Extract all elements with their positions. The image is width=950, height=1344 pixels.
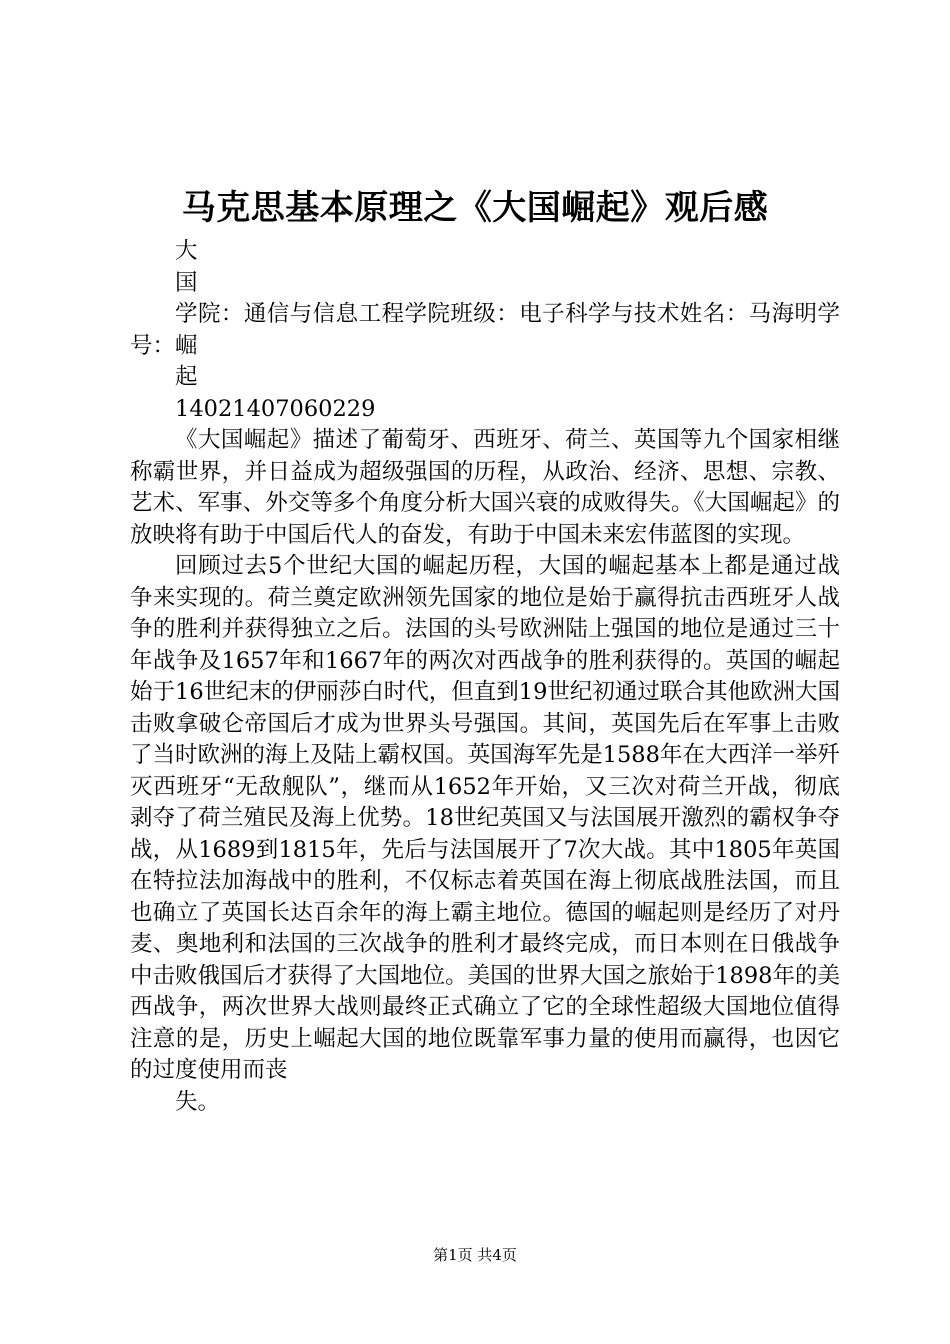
document-title: 马克思基本原理之《大国崛起》观后感 <box>181 188 769 228</box>
page-number-footer: 第1页 共4页 <box>433 1246 517 1264</box>
vertical-char-da: 大 <box>175 238 198 264</box>
paragraph-intro: 《大国崛起》描述了葡萄牙、西班牙、荷兰、英国等九个国家相继称霸世界，并日益成为超级强国的历程，从政治、经济、思想、宗教、艺术、军事、外交等多个角度分析大国兴衰的成败得失。《大国崛起》的放映将有助于中国后代人的奋发，有助于中国未来宏伟蓝图的实现。 <box>130 427 840 548</box>
vertical-char-qi: 起 <box>175 364 198 390</box>
paragraph-history: 回顾过去5个世纪大国的崛起历程，大国的崛起基本上都是通过战争来实现的。荷兰奠定欧洲领先国家的地位是始于赢得抗击西班牙人战争的胜利并获得独立之后。法国的头号欧洲陆上强国的地位是通过三十年战争及1657年和1667年的两次对西战争的胜利获得的。英国的崛起始于16世纪末的伊丽莎白时代，但直到19世纪初通过联合其他欧洲大国击败拿破仑帝国后才成为世界头号强国。其间，英国先后在军事上击败了当时欧洲的海上及陆上霸权国。英国海军先是1588年在大西洋一举歼灭西班牙“无敌舰队”，继而从1652年开始，又三次对荷兰开战，彻底剥夺了荷兰殖民及海上优势。18世纪英国又与法国展开激烈的霸权争夺战，从1689到1815年，先后与法国展开了7次大战。其中1805年英国在特拉法加海战中的胜利，不仅标志着英国在海上彻底战胜法国，而且也确立了英国长达百余年的海上霸主地位。德国的崛起则是经历了对丹麦、奥地利和法国的三次战争的胜利才最终完成，而日本则在日俄战争中击败俄国后才获得了大国地位。美国的世界大国之旅始于1898年的美西战争，两次世界大战则最终正式确立了它的全球性超级大国地位值得注意的是，历史上崛起大国的地位既靠军事力量的使用而赢得，也因它的过度使用而丧 <box>130 553 840 1083</box>
vertical-char-guo: 国 <box>175 269 198 296</box>
document-body <box>130 236 840 1118</box>
student-id-line: 14021407060229 <box>175 395 376 422</box>
student-info-line: 学院：通信与信息工程学院班级：电子科学与技术姓名：马海明学号：崛 <box>130 301 840 359</box>
paragraph-final-line: 失。 <box>175 1088 221 1115</box>
